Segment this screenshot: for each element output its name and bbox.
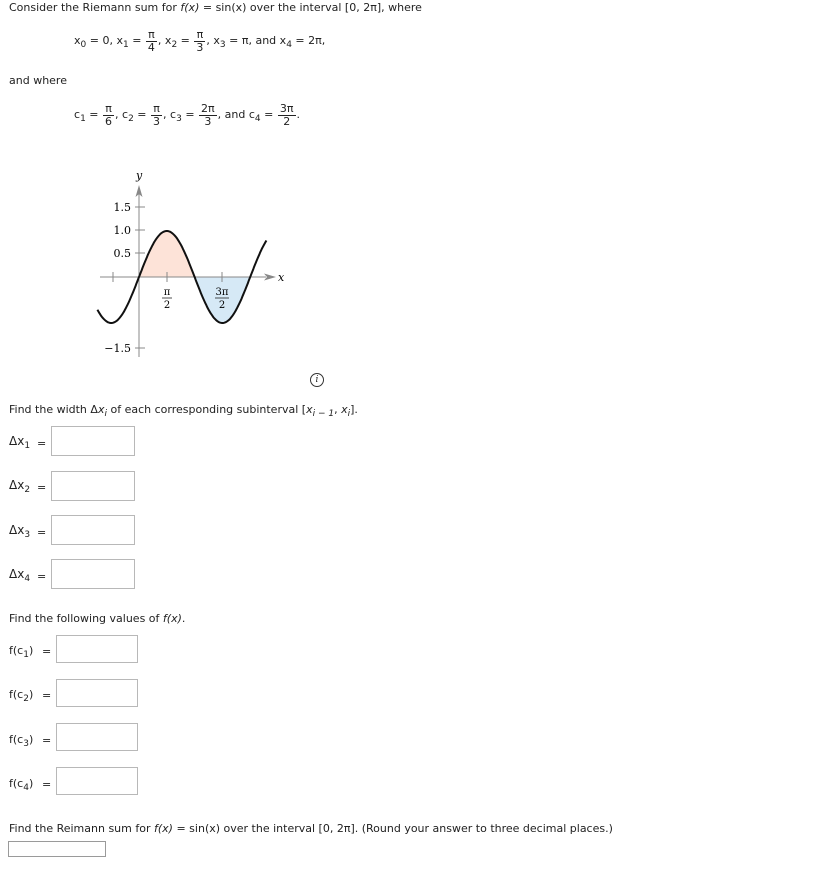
fc3-pre: f(c xyxy=(9,733,24,746)
dx2-equals: = xyxy=(37,481,47,494)
x1-fraction xyxy=(146,28,157,54)
c4-num: 3π xyxy=(279,102,294,115)
c2-eq: = xyxy=(133,108,151,121)
c-points-line xyxy=(74,102,300,128)
fc1-pre: f(c xyxy=(9,644,24,657)
dx1-sub: 1 xyxy=(24,441,31,451)
sum-q-fx: f(x) xyxy=(154,822,173,835)
width-q-sub-i2: i xyxy=(347,409,351,419)
dx3-pre: Δx xyxy=(9,523,25,537)
dx3-sub: 3 xyxy=(24,530,31,540)
x0-symbol: x xyxy=(74,34,81,47)
x1-den: 4 xyxy=(147,41,155,54)
x2-num: π xyxy=(196,28,204,41)
and-where-text: and where xyxy=(9,74,67,87)
width-q-x2: x xyxy=(306,403,313,416)
x2-eq: = xyxy=(177,34,194,47)
dx3-input[interactable] xyxy=(51,515,135,545)
values-q-text-a: Find the following values of xyxy=(9,612,163,625)
dx1-input[interactable] xyxy=(51,426,135,456)
width-q-sub-i1: i − 1 xyxy=(312,409,335,419)
fc2-input[interactable] xyxy=(56,679,138,707)
x3-symbol: x xyxy=(213,34,220,47)
x3-value: = π, and xyxy=(225,34,280,47)
fc1-label xyxy=(9,644,34,660)
c1-num: π xyxy=(105,102,112,115)
sum-q-text-b: = sin(x) over the interval [0, 2π]. (Round your answer to three decimal places.) xyxy=(172,822,613,835)
c3-eq: = xyxy=(181,108,199,121)
riemann-sum-input[interactable] xyxy=(8,841,106,857)
x-tick-label-3pi-2-den: 2 xyxy=(218,300,226,311)
x-sep1: , xyxy=(157,34,165,47)
c-sep1: , xyxy=(115,108,123,121)
width-question xyxy=(9,403,358,419)
dx3-label xyxy=(9,523,31,540)
dx4-input[interactable] xyxy=(51,559,135,589)
x2-den: 3 xyxy=(196,41,204,54)
fc1-sub: 1 xyxy=(23,650,29,660)
dx2-sub: 2 xyxy=(24,485,31,495)
fc4-label xyxy=(9,777,34,793)
fc3-post: ) xyxy=(28,733,34,746)
width-q-x3: x xyxy=(341,403,348,416)
c1-sub: 1 xyxy=(80,114,86,124)
fc2-label xyxy=(9,688,34,704)
intro-text-a: Consider the Riemann sum for xyxy=(9,1,181,14)
x-tick-label-3pi-2-num: 3π xyxy=(215,287,229,298)
width-q-text-b: of each corresponding subinterval [ xyxy=(106,403,307,416)
x-sep2: , xyxy=(206,34,214,47)
info-icon[interactable]: i xyxy=(310,373,324,387)
dx2-pre: Δx xyxy=(9,478,25,492)
fc2-pre: f(c xyxy=(9,688,24,701)
fc1-input[interactable] xyxy=(56,635,138,663)
y-tick-label-1-0: 1.0 xyxy=(113,224,131,237)
c1-eq: = xyxy=(85,108,103,121)
dx1-label xyxy=(9,434,31,451)
c3-sub: 3 xyxy=(176,114,182,124)
c1-fraction xyxy=(103,102,114,128)
fc2-equals: = xyxy=(42,689,52,702)
y-tick-label-neg-1-5: −1.5 xyxy=(104,342,131,355)
x1-eq: = xyxy=(128,34,145,47)
x1-symbol: x xyxy=(116,34,123,47)
c4-fraction xyxy=(278,102,296,128)
intro-text xyxy=(9,1,422,14)
x0-sub: 0 xyxy=(80,40,87,50)
x2-fraction xyxy=(194,28,205,54)
x-axis-label: x xyxy=(278,271,285,284)
fc1-equals: = xyxy=(42,645,52,658)
fc4-input[interactable] xyxy=(56,767,138,795)
c3-symbol: c xyxy=(170,108,177,121)
x2-sub: 2 xyxy=(171,40,178,50)
sine-graph xyxy=(90,165,300,365)
fc3-label xyxy=(9,733,34,749)
x1-sub: 1 xyxy=(122,40,129,50)
values-q-fx: f(x) xyxy=(162,612,182,625)
c2-den: 3 xyxy=(153,115,161,128)
fc3-sub: 3 xyxy=(23,739,29,749)
c3-num: 2π xyxy=(201,102,215,115)
width-q-text-a: Find the width Δ xyxy=(9,403,98,416)
dx4-sub: 4 xyxy=(24,574,31,584)
x2-symbol: x xyxy=(164,34,172,47)
c4-eq: = xyxy=(260,108,277,121)
fc3-equals: = xyxy=(42,734,52,747)
c3-den: 3 xyxy=(199,115,217,128)
c3-and: , and xyxy=(217,108,249,121)
fc4-post: ) xyxy=(28,777,34,790)
x4-sub: 4 xyxy=(286,40,292,50)
c-end: . xyxy=(296,108,300,121)
x4-symbol: x xyxy=(279,34,287,47)
c2-sub: 2 xyxy=(128,114,134,124)
dx4-equals: = xyxy=(37,570,47,583)
dx4-label xyxy=(9,567,31,584)
x4-value: = 2π, xyxy=(291,34,326,47)
dx1-equals: = xyxy=(37,437,47,450)
x-points-line xyxy=(74,28,325,54)
width-q-sub-i: i xyxy=(104,409,107,419)
fc4-equals: = xyxy=(42,778,52,791)
dx1-pre: Δx xyxy=(9,434,25,448)
y-tick-label-0-5: 0.5 xyxy=(113,247,131,260)
sum-q-text-a: Find the Reimann sum for xyxy=(9,822,154,835)
c4-sub: 4 xyxy=(254,114,261,124)
c2-fraction xyxy=(151,102,162,128)
dx2-input[interactable] xyxy=(51,471,135,501)
x3-sub: 3 xyxy=(219,40,226,50)
intro-text-b: = sin(x) over the interval [0, 2π], where xyxy=(199,1,422,14)
dx2-label xyxy=(9,478,31,495)
dx3-equals: = xyxy=(37,526,47,539)
c4-den: 2 xyxy=(278,115,296,128)
fc3-input[interactable] xyxy=(56,723,138,751)
sum-question xyxy=(9,822,613,835)
fc1-post: ) xyxy=(28,644,34,657)
values-q-text-b: . xyxy=(181,612,186,625)
c3-fraction xyxy=(199,102,217,128)
c2-num: π xyxy=(153,102,160,115)
fc4-sub: 4 xyxy=(23,783,29,793)
c4-symbol: c xyxy=(248,108,255,121)
c-sep2: , xyxy=(163,108,171,121)
c1-symbol: c xyxy=(74,108,81,121)
intro-fx: f(x) xyxy=(180,1,200,14)
width-q-text-c: ]. xyxy=(350,403,358,416)
width-q-comma: , xyxy=(334,403,342,416)
x1-num: π xyxy=(148,28,155,41)
width-q-x: x xyxy=(97,403,105,416)
values-question xyxy=(9,612,185,625)
y-axis-label: y xyxy=(136,169,143,182)
fc4-pre: f(c xyxy=(9,777,24,790)
fc2-post: ) xyxy=(28,688,34,701)
dx4-pre: Δx xyxy=(9,567,25,581)
c1-den: 6 xyxy=(105,115,113,128)
y-tick-label-1-5: 1.5 xyxy=(113,201,131,214)
x0-value: = 0, xyxy=(86,34,117,47)
x-tick-label-pi-2-num: π xyxy=(163,287,171,298)
c2-symbol: c xyxy=(122,108,129,121)
fc2-sub: 2 xyxy=(23,694,29,704)
x-tick-label-pi-2-den: 2 xyxy=(163,300,171,311)
